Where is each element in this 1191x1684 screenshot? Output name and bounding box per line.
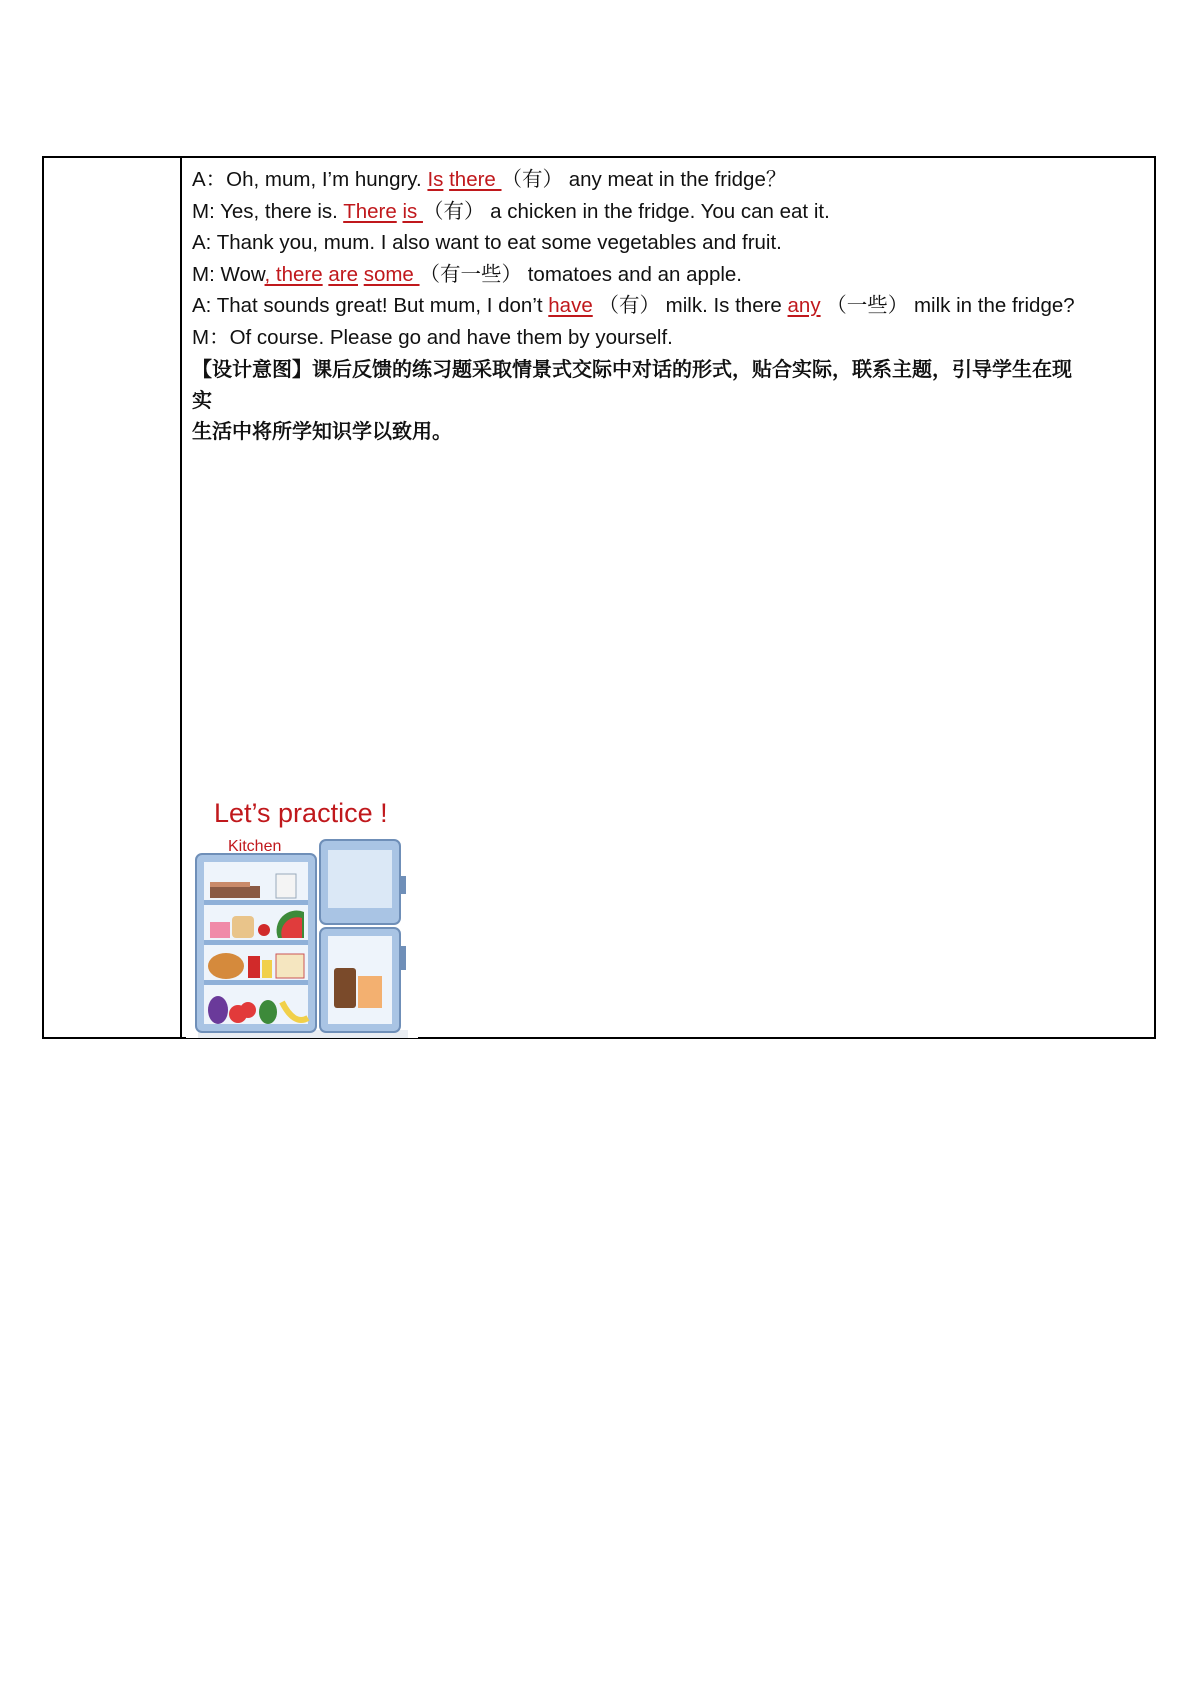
design-note-line: 实 (192, 388, 212, 412)
dialogue-line (192, 322, 1144, 354)
lesson-table (42, 156, 1156, 1039)
answer-blank: There (343, 199, 397, 223)
answer-blank: have (548, 294, 593, 317)
dialogue-text: （一些） milk in the fridge? (820, 294, 1075, 317)
design-note (192, 354, 1144, 447)
design-note-line: 生活中将所学知识学以致用。 (192, 419, 452, 443)
dialogue-text: M: Yes, there is. (192, 199, 344, 223)
dialogue-text: A: Thank you, mum. I also want to eat some vegetables and fruit. (192, 231, 782, 254)
answer-blank: some (363, 262, 420, 286)
dialogue-text: （有） any meat in the fridge？ (501, 168, 787, 191)
figure-subtitle: Kitchen (228, 838, 282, 855)
left-cell (44, 158, 182, 1037)
dialogue-line (192, 259, 1144, 291)
answer-blank: there (449, 168, 502, 191)
answer-blank: , there (264, 262, 323, 286)
dialogue-text: （有一些） tomatoes and an apple. (419, 262, 742, 286)
dialogue-text: （有） milk. Is there (592, 294, 788, 317)
dialogue-line (192, 290, 1144, 322)
dialogue (192, 164, 1144, 353)
answer-blank: is (402, 199, 423, 223)
dialogue-text: M：Of course. Please go and have them by yourself. (192, 325, 673, 349)
design-note-line: 【设计意图】课后反馈的练习题采取情景式交际中对话的形式，贴合实际，联系主题，引导学生在现 (192, 357, 1072, 381)
dialogue-text: M: Wow (192, 262, 265, 286)
dialogue-text: A：Oh, mum, I’m hungry. (192, 168, 428, 191)
dialogue-line (192, 164, 1144, 196)
dialogue-line (192, 196, 1144, 228)
content-cell (182, 158, 1154, 1037)
answer-blank: are (328, 262, 358, 286)
fridge-image (186, 796, 418, 1038)
dialogue-line (192, 227, 1144, 259)
fridge-illustration (186, 796, 418, 1038)
figure-title: Let’s practice ! (214, 798, 388, 828)
dialogue-text: A: That sounds great! But mum, I don’t (192, 294, 549, 317)
answer-blank: any (787, 294, 821, 317)
dialogue-text: （有） a chicken in the fridge. You can eat it. (422, 199, 830, 223)
answer-blank: Is (427, 168, 444, 191)
